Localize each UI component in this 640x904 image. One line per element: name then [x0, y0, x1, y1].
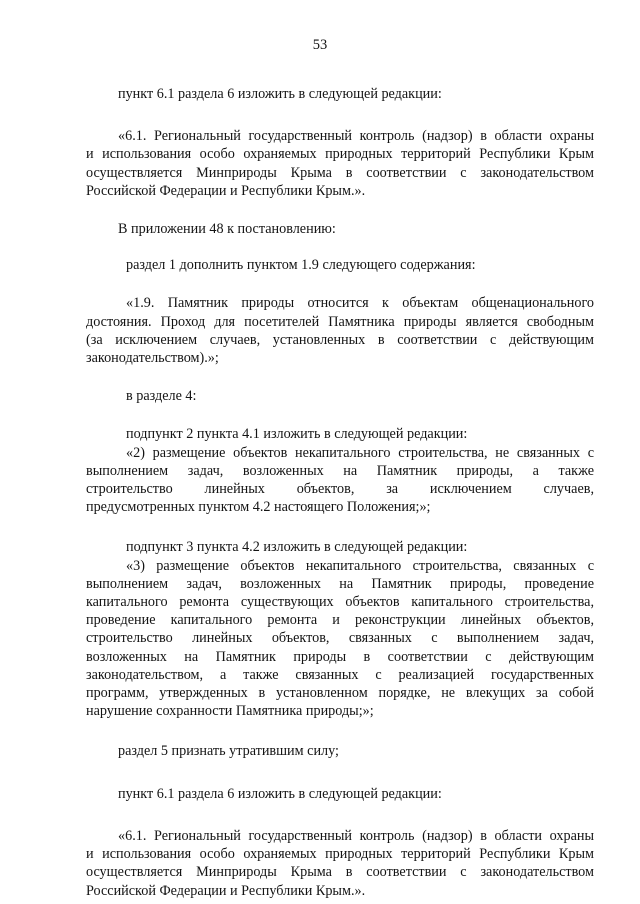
text-line: Российской Федерации и Республики Крым.». [86, 182, 366, 199]
text-line: строительство линейных объектов, связанных с выполнением задач, [86, 630, 594, 647]
text-line: раздел 1 дополнить пунктом 1.9 следующего содержания: [126, 257, 476, 274]
text-line: В приложении 48 к постановлению: [118, 221, 336, 238]
text-line: строительство линейных объектов, за исключением случаев, [86, 481, 594, 498]
paragraph-p5 [86, 294, 594, 367]
text-line: (за исключением случаев, установленных в соответствии с действующим [86, 331, 594, 348]
document-body [86, 85, 594, 900]
text-line: «3) размещение объектов некапитального строительства, связанных с [126, 557, 594, 574]
page-number: 53 [312, 37, 328, 53]
text-line: выполнением задач, возложенных на Памятник природы, проведение [86, 575, 594, 592]
text-line: законодательством, а также связанных с реализацией государственных [86, 666, 594, 683]
text-line: капитального ремонта существующих объектов капитального строительства, [86, 594, 594, 611]
text-line: в разделе 4: [126, 388, 197, 405]
paragraph-p11 [86, 827, 594, 900]
text-line: и использования особо охраняемых природных территорий Республики Крым [86, 846, 594, 863]
text-line: Российской Федерации и Республики Крым.». [86, 882, 366, 899]
text-line: подпункт 3 пункта 4.2 изложить в следующей редакции: [126, 539, 468, 556]
paragraph-p1 [86, 85, 594, 103]
text-line: «1.9. Памятник природы относится к объектам общенационального [126, 295, 594, 312]
text-line: и использования особо охраняемых природных территорий Республики Крым [86, 146, 594, 163]
paragraph-p8 [86, 538, 594, 720]
text-line: программ, утвержденных в установленном порядке, не влекущих за собой [86, 685, 594, 702]
paragraph-p2 [86, 127, 594, 200]
text-line: пункт 6.1 раздела 6 изложить в следующей редакции: [118, 86, 442, 102]
paragraph-p4 [86, 256, 594, 274]
text-line: подпункт 2 пункта 4.1 изложить в следующей редакции: [126, 426, 468, 443]
text-line: «2) размещение объектов некапитального строительства, не связанных с [126, 444, 594, 461]
text-line: пункт 6.1 раздела 6 изложить в следующей редакции: [118, 785, 442, 802]
paragraph-p10 [86, 785, 594, 803]
text-line: возложенных на Памятник природы в соответствии с действующим [86, 648, 594, 665]
text-line: проведение капитального ремонта и реконструкции линейных объектов, [86, 612, 594, 629]
text-line: осуществляется Минприроды Крыма в соответствии с законодательством [86, 164, 594, 181]
text-line: законодательством).»; [86, 350, 219, 367]
text-line: нарушение сохранности Памятника природы;»; [86, 703, 374, 720]
text-line: «6.1. Региональный государственный контроль (надзор) в области охраны [118, 128, 594, 145]
text-line: достояния. Проход для посетителей Памятника природы является свободным [86, 313, 594, 330]
paragraph-p3 [86, 220, 594, 238]
paragraph-p9 [86, 742, 594, 760]
paragraph-p6 [86, 387, 594, 405]
text-line: осуществляется Минприроды Крыма в соответствии с законодательством [86, 864, 594, 881]
text-line: раздел 5 признать утратившим силу; [118, 743, 339, 760]
text-line: выполнением задач, возложенных на Памятник природы, а также [86, 462, 594, 479]
paragraph-p7 [86, 425, 594, 516]
text-line: предусмотренных пунктом 4.2 настоящего Положения;»; [86, 499, 431, 516]
text-line: «6.1. Региональный государственный контроль (надзор) в области охраны [118, 827, 594, 844]
